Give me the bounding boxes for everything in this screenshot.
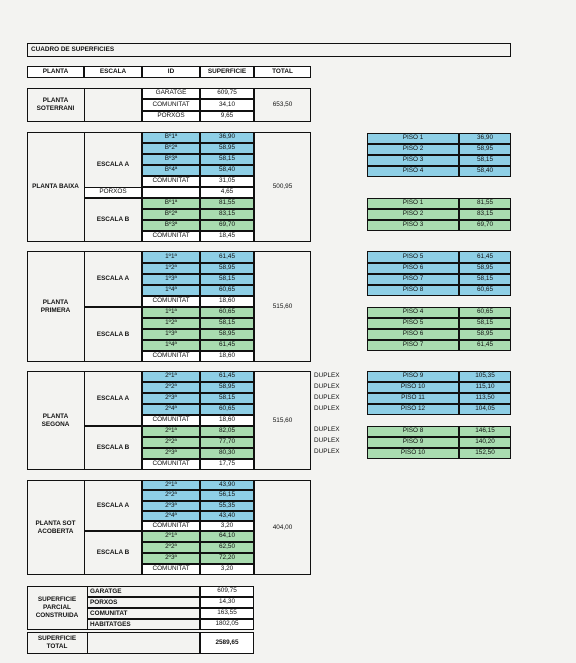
primera-id: 1º2ª [142,263,200,274]
side-piso-label: PISO 10 [367,448,459,459]
sotacoberta-escala-a: ESCALA A [84,480,142,531]
segona-escala-b: ESCALA B [84,426,142,470]
primera-escala-a: ESCALA A [84,251,142,307]
duplex-label: DUPLEX [314,383,340,390]
soterrani-value: 9,65 [200,111,254,122]
baixa-id: COMUNITAT [142,231,200,242]
baixa-value: 81,55 [200,198,254,209]
soterrani-value: 34,10 [200,99,254,111]
summary-row-value: 14,30 [200,597,254,608]
duplex-label: DUPLEX [314,448,340,455]
primera-id: 1º2ª [142,318,200,329]
baixa-value: 58,40 [200,165,254,176]
summary-row-label: HABITATGES [87,619,200,630]
baixa-id [142,187,200,198]
sotacoberta-value: 43,40 [200,511,254,521]
soterrani-id: PORXOS [142,111,200,122]
primera-value: 58,15 [200,318,254,329]
side-piso-label: PISO 12 [367,404,459,415]
planta-primera-label: PLANTA PRIMERA [40,298,71,314]
soterrani-value: 609,75 [200,88,254,99]
side-piso-value: 81,55 [459,198,511,209]
primera-value: 58,95 [200,329,254,340]
planta-soterrani-label: PLANTA SOTERRANI [36,97,75,112]
segona-value: 18,60 [200,415,254,426]
primera-value: 61,45 [200,340,254,351]
sotacoberta-id: 2º1ª [142,531,200,542]
primera-id: 1º4ª [142,340,200,351]
baixa-value: 83,15 [200,209,254,220]
segona-value: 58,15 [200,393,254,404]
side-piso-label: PISO 6 [367,263,459,274]
sotacoberta-id: 2º3ª [142,501,200,511]
side-piso-label: PISO 5 [367,318,459,329]
baixa-id: Bº2ª [142,209,200,220]
header-planta: PLANTA [27,66,84,78]
sotacoberta-value: 43,90 [200,480,254,490]
sotacoberta-value: 64,10 [200,531,254,542]
primera-escala-b: ESCALA B [84,307,142,362]
total-segona: 515,60 [272,416,293,424]
total-sotacoberta: 404,00 [272,523,293,531]
summary-total-label: SUPERFICIE TOTAL [37,635,77,650]
side-piso-label: PISO 10 [367,382,459,393]
summary-total-value: 2589,65 [200,632,254,654]
side-piso-value: 83,15 [459,209,511,220]
header-superficie: SUPERFICIE [200,66,254,78]
baixa-id: Bº3ª [142,220,200,231]
side-piso-label: PISO 2 [367,144,459,155]
sotacoberta-id: COMUNITAT [142,564,200,575]
primera-id: 1º1ª [142,251,200,263]
side-piso-label: PISO 9 [367,437,459,448]
side-piso-value: 58,95 [459,263,511,274]
side-piso-value: 115,10 [459,382,511,393]
summary-row-label: COMUNITAT [87,608,200,619]
baixa-value: 58,95 [200,143,254,154]
baixa-id: Bº4ª [142,165,200,176]
side-piso-value: 113,50 [459,393,511,404]
segona-id: 2º1ª [142,426,200,437]
sotacoberta-id: 2º2ª [142,542,200,553]
primera-id: 1º3ª [142,274,200,285]
sotacoberta-value: 62,50 [200,542,254,553]
primera-value: 60,65 [200,307,254,318]
sotacoberta-id: 2º4ª [142,511,200,521]
primera-id: 1º4ª [142,285,200,296]
side-piso-value: 60,65 [459,307,511,318]
table-title: CUADRO DE SUPERFICIES [27,43,511,57]
side-piso-label: PISO 1 [367,198,459,209]
sotacoberta-id: COMUNITAT [142,521,200,531]
duplex-label: DUPLEX [314,394,340,401]
sotacoberta-value: 72,20 [200,553,254,564]
side-piso-label: PISO 1 [367,133,459,144]
baixa-id: COMUNITAT [142,176,200,187]
side-piso-label: PISO 7 [367,340,459,351]
summary-row-value: 1802,05 [200,619,254,630]
segona-value: 82,05 [200,426,254,437]
side-piso-value: 60,65 [459,285,511,296]
total-primera: 515,60 [272,302,293,310]
segona-id: 2º3ª [142,393,200,404]
primera-id: COMUNITAT [142,351,200,362]
baixa-value: 36,90 [200,132,254,143]
side-piso-value: 61,45 [459,251,511,263]
summary-row-value: 609,75 [200,586,254,597]
side-piso-value: 58,95 [459,329,511,340]
segona-id: 2º2ª [142,437,200,448]
side-piso-value: 140,20 [459,437,511,448]
baixa-escala-a: ESCALA A [84,132,142,198]
duplex-label: DUPLEX [314,405,340,412]
segona-value: 58,95 [200,382,254,393]
segona-id: COMUNITAT [142,459,200,470]
summary-row-label: PORXOS [87,597,200,608]
side-piso-value: 146,15 [459,426,511,437]
planta-segona-label: PLANTA SEGONA [41,412,70,428]
side-piso-label: PISO 3 [367,220,459,231]
total-baixa: 500,95 [272,183,293,190]
side-piso-label: PISO 2 [367,209,459,220]
side-piso-label: PISO 8 [367,426,459,437]
sotacoberta-id: 2º2ª [142,490,200,501]
segona-id: 2º1ª [142,371,200,382]
duplex-label: DUPLEX [314,372,340,379]
baixa-id: Bº2ª [142,143,200,154]
side-piso-label: PISO 6 [367,329,459,340]
segona-id: 2º2ª [142,382,200,393]
side-piso-label: PISO 5 [367,251,459,263]
baixa-id: Bº1ª [142,198,200,209]
side-piso-value: 69,70 [459,220,511,231]
primera-value: 61,45 [200,251,254,263]
segona-value: 61,45 [200,371,254,382]
primera-value: 18,60 [200,296,254,307]
segona-id: 2º3ª [142,448,200,459]
segona-value: 60,65 [200,404,254,415]
segona-id: COMUNITAT [142,415,200,426]
side-piso-label: PISO 4 [367,166,459,177]
baixa-value: 58,15 [200,154,254,165]
header-id: ID [142,66,200,78]
baixa-value: 4,65 [200,187,254,198]
segona-id: 2º4ª [142,404,200,415]
duplex-label: DUPLEX [314,426,340,433]
side-piso-value: 36,90 [459,133,511,144]
summary-row-label: GARATGE [87,586,200,597]
side-piso-label: PISO 3 [367,155,459,166]
primera-value: 58,95 [200,263,254,274]
segona-value: 17,75 [200,459,254,470]
primera-value: 60,65 [200,285,254,296]
baixa-id: Bº1ª [142,132,200,143]
baixa-value: 18,45 [200,231,254,242]
side-piso-value: 58,15 [459,155,511,166]
primera-id: 1º3ª [142,329,200,340]
baixa-id: Bº3ª [142,154,200,165]
side-piso-label: PISO 11 [367,393,459,404]
side-piso-label: PISO 9 [367,371,459,382]
side-piso-value: 58,15 [459,274,511,285]
sotacoberta-id: 2º1ª [142,480,200,490]
side-piso-value: 58,95 [459,144,511,155]
header-escala: ESCALA [84,66,142,78]
planta-sotacoberta-label: PLANTA SOTACOBERTA [35,519,76,535]
baixa-porxos-label: PORXOS [84,187,142,198]
sotacoberta-value: 56,15 [200,490,254,501]
segona-value: 80,30 [200,448,254,459]
baixa-value: 69,70 [200,220,254,231]
side-piso-value: 104,05 [459,404,511,415]
segona-escala-a: ESCALA A [84,371,142,426]
sotacoberta-id: 2º3ª [142,553,200,564]
primera-value: 58,15 [200,274,254,285]
total-soterrani: 653,50 [272,101,293,108]
side-piso-label: PISO 7 [367,274,459,285]
soterrani-id: COMUNITAT [142,99,200,111]
baixa-escala-b: ESCALA B [84,198,142,242]
primera-id: COMUNITAT [142,296,200,307]
soterrani-id: GARATGE [142,88,200,99]
summary-parcial-label: SUPERFICIE PARCIAL CONSTRUIDA [35,596,79,619]
sotacoberta-value: 3,20 [200,521,254,531]
primera-id: 1º1ª [142,307,200,318]
planta-baixa-label: PLANTA BAIXA [32,183,79,190]
primera-value: 18,60 [200,351,254,362]
side-piso-value: 61,45 [459,340,511,351]
segona-value: 77,70 [200,437,254,448]
sotacoberta-value: 55,35 [200,501,254,511]
duplex-label: DUPLEX [314,437,340,444]
side-piso-value: 58,40 [459,166,511,177]
side-piso-value: 105,35 [459,371,511,382]
side-piso-value: 152,50 [459,448,511,459]
side-piso-label: PISO 8 [367,285,459,296]
soterrani-escala-cell [84,88,142,122]
baixa-value: 31,05 [200,176,254,187]
summary-row-value: 163,55 [200,608,254,619]
side-piso-value: 58,15 [459,318,511,329]
header-total: TOTAL [254,66,311,78]
sotacoberta-value: 3,20 [200,564,254,575]
summary-total-middle [87,632,200,654]
side-piso-label: PISO 4 [367,307,459,318]
sotacoberta-escala-b: ESCALA B [84,531,142,575]
